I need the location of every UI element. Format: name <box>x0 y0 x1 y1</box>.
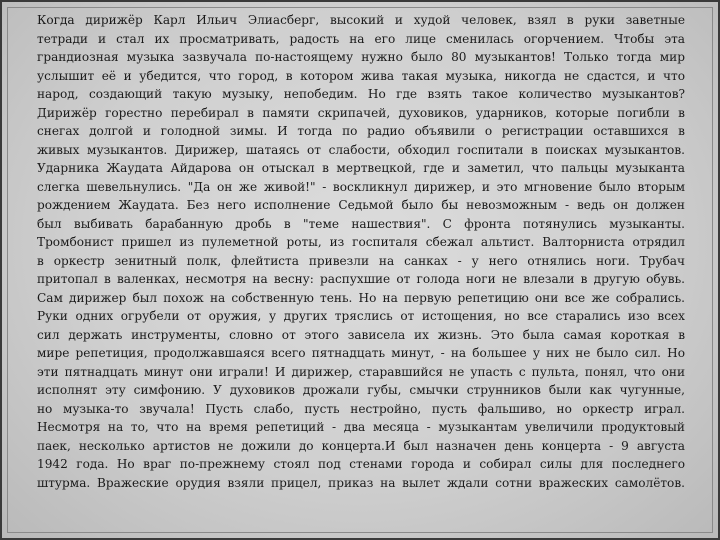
text-line: Несмотря на то, что на время репетиций - два месяца - музыкантам увеличили продуктовый <box>37 420 685 434</box>
text-line: Руки одних огрубели от оружия, у других тряслись от истощения, но все старались изо всех <box>37 309 685 323</box>
text-line: но музыка-то звучала! Пусть слабо, пусть нестройно, пусть фальшиво, но оркестр играл. <box>37 401 685 416</box>
text-line: штурма. Вражеские орудия взяли прицел, приказ на вылет ждали сотни вражеских самолётов. <box>37 475 685 490</box>
text-line: народ, создающий такую музыку, непобедим. Но где взять такое количество музыкантов? <box>37 87 685 101</box>
text-line: был выбивать барабанную дробь в "теме нашествия". С фронта потянулись музыканты. <box>37 216 685 231</box>
text-line: в оркестр зенитный полк, флейтиста привезли на санках - у него отнялись ноги. Трубач <box>37 253 685 268</box>
text-line: паек, несколько артистов не дожили до концерта.И был назначен день концерта - 9 августа <box>37 438 685 453</box>
text-line: Тромбонист пришел из пулеметной роты, из госпиталя сбежал альтист. Валторниста отрядил <box>37 235 685 249</box>
text-line: Когда дирижёр Карл Ильич Элиасберг, высокий и худой человек, взял в руки заветные <box>37 13 685 27</box>
text-line: рождением Жаудата. Без него исполнение Седьмой было бы невозможным - ведь он должен <box>37 198 685 212</box>
text-line: 1942 года. Но враг по-прежнему стоял под стенами города и собирал силы для последнего <box>37 457 685 471</box>
text-line: услышит её и убедится, что город, в котором жива такая музыка, никогда не сдастся, и что <box>37 68 685 83</box>
text-line: Ударника Жаудата Айдарова он отыскал в мертвецкой, где и заметил, что пальцы музыканта <box>37 161 685 175</box>
text-line: мире репетиция, продолжавшаяся всего пятнадцать минут, - на большее у них не было сил. Но <box>37 346 685 360</box>
body-text <box>37 11 685 492</box>
text-line: грандиозная музыка зазвучала по-настоящему нужно было 80 музыкантов! Только тогда мир <box>37 50 685 64</box>
text-line: тетради и стал их просматривать, радость на его лице сменилась огорчением. Чтобы эта <box>37 31 685 46</box>
text-line: снегах долгой и голодной зимы. И тогда по радио объявили о регистрации оставшихся в <box>37 124 685 138</box>
text-line: эти пятнадцать минут они играли! И дирижер, старавшийся не упасть с пульта, понял, что они <box>37 364 685 379</box>
text-line: сил держать инструменты, словно от этого зависела их жизнь. Это была самая короткая в <box>37 327 685 342</box>
text-line: живых музыкантов. Дирижер, шатаясь от слабости, обходил госпитали в поисках музыкантов. <box>37 142 685 157</box>
text-line: притопал в валенках, несмотря на весну: распухшие от голода ноги не влезали в другую обувь. <box>37 272 685 286</box>
text-line: слегка шевельнулись. "Да он же живой!" - воскликнул дирижер, и это мгновение было вторым <box>37 179 685 194</box>
text-line: Сам дирижер был похож на собственную тень. Но на первую репетицию они все же собрались. <box>37 290 685 305</box>
text-line: исполнят эту симфонию. У духовиков дрожали губы, смычки струнников были как чугунные, <box>37 383 685 397</box>
text-line: Дирижёр горестно перебирал в памяти скрипачей, духовиков, ударников, которые погибли в <box>37 105 685 120</box>
